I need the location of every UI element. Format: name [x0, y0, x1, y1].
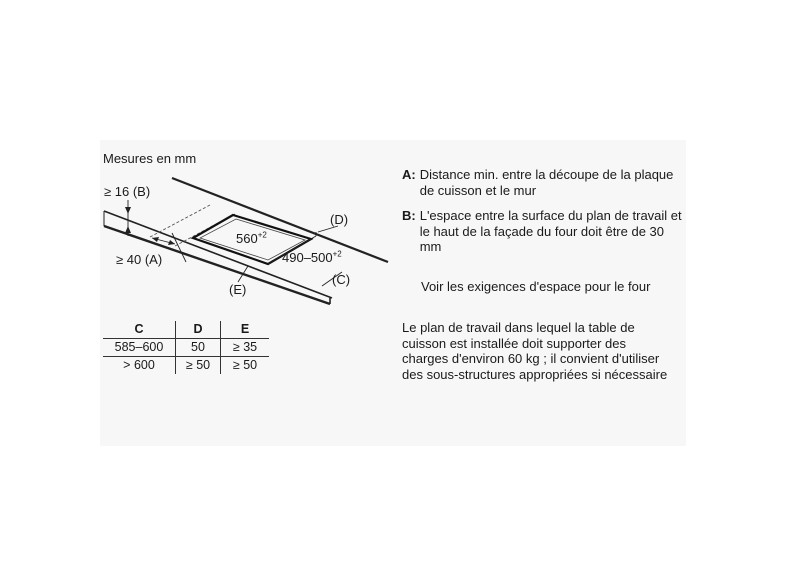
table-header: D — [176, 321, 221, 339]
width-tolerance: +2 — [257, 230, 267, 240]
table-cell: ≥ 50 — [176, 357, 221, 375]
label-a40: ≥ 40 (A) — [116, 252, 163, 267]
note-b — [402, 208, 682, 255]
label-depth-490-500 — [282, 250, 342, 266]
a-dimension-line — [172, 233, 186, 262]
table-cell: 585–600 — [103, 339, 176, 357]
dimension-table — [103, 321, 269, 374]
depth-value: 490–500 — [282, 250, 333, 265]
caption: Mesures en mm — [103, 151, 197, 166]
note-a-key: A: — [402, 167, 416, 182]
label-e: (E) — [229, 282, 247, 297]
table-cell: > 600 — [123, 358, 155, 372]
label-d: (D) — [330, 212, 349, 227]
table-cell: 50 — [176, 339, 221, 357]
note-worktop: Le plan de travail dans lequel la table de cuisson est installée doit supporter des charges d'environ 60 kg ; il convient d'utiliser des sous-structures appropriées si nécessaire — [402, 320, 668, 382]
label-b16: ≥ 16 (B) — [104, 184, 151, 199]
note-a-text: Distance min. entre la découpe de la plaque de cuisson et le mur — [419, 167, 674, 198]
label-c: (C) — [332, 272, 351, 287]
note-b-key: B: — [402, 208, 416, 223]
width-value: 560 — [236, 231, 258, 246]
table-cell: ≥ 50 — [221, 357, 270, 375]
note-b-text: L'espace entre la surface du plan de travail et le haut de la façade du four doit être de 30 mm — [419, 208, 682, 254]
note-oven: Voir les exigences d'espace pour le four — [421, 279, 651, 294]
table-header: C — [103, 321, 176, 339]
label-width-560 — [236, 231, 267, 247]
table-header: E — [221, 321, 270, 339]
note-a — [402, 167, 682, 198]
table-row — [103, 357, 269, 375]
table-row — [103, 339, 269, 357]
table-cell: ≥ 35 — [221, 339, 270, 357]
depth-tolerance: +2 — [332, 249, 342, 259]
